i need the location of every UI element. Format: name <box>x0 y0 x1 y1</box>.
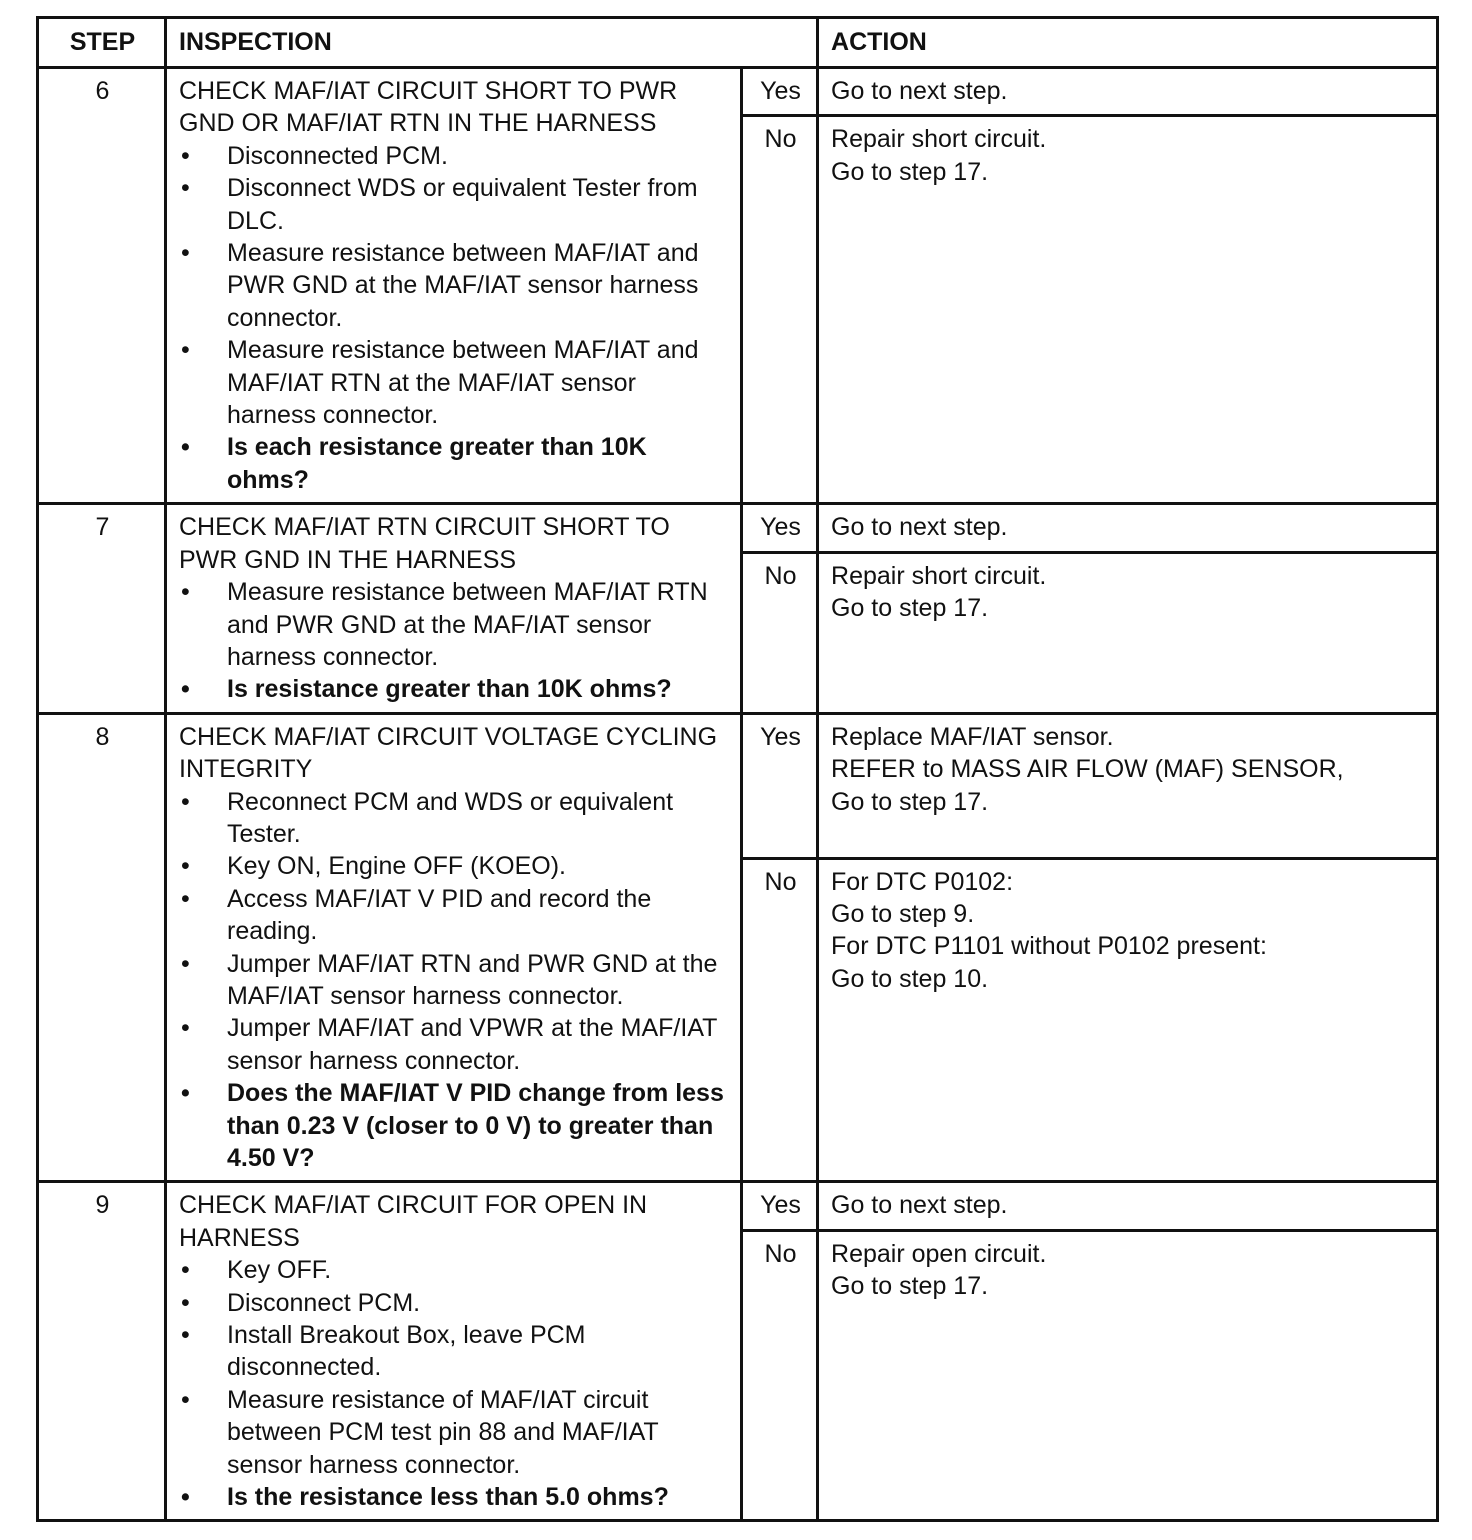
inspection-title: CHECK MAF/IAT CIRCUIT SHORT TO PWR GND OR MAF/IAT RTN IN THE HARNESS <box>179 77 678 138</box>
bullet-item: • Jumper MAF/IAT RTN and PWR GND at the MAF/IAT sensor harness connector. <box>179 948 730 1013</box>
header-action: ACTION <box>818 18 1438 68</box>
no-action <box>818 552 1438 713</box>
diagnostic-table <box>36 16 1439 1522</box>
action-line: REFER to MASS AIR FLOW (MAF) SENSOR, <box>831 755 1344 784</box>
bullet-item: • Reconnect PCM and WDS or equivalent Tester. <box>179 786 730 851</box>
bullet-item: • Jumper MAF/IAT and VPWR at the MAF/IAT sensor harness connector. <box>179 1012 730 1077</box>
no-label: No <box>742 858 818 1182</box>
step-number: 8 <box>38 713 166 1182</box>
bullet-item: • Disconnected PCM. <box>179 140 730 172</box>
header-row <box>38 18 1438 68</box>
action-line: Go to step 17. <box>831 1271 989 1300</box>
no-action <box>818 858 1438 1182</box>
yes-label: Yes <box>742 68 818 116</box>
action-line: Replace MAF/IAT sensor. <box>831 722 1114 751</box>
yes-label: Yes <box>742 504 818 552</box>
bullet-item: • Access MAF/IAT V PID and record the reading. <box>179 883 730 948</box>
header-step: STEP <box>38 18 166 68</box>
inspection-bullets <box>179 576 730 706</box>
bullet-item: • Disconnect WDS or equivalent Tester from DLC. <box>179 172 730 237</box>
yes-action <box>818 68 1438 116</box>
no-action <box>818 116 1438 504</box>
inspection-bullets <box>179 1254 730 1513</box>
action-line: Go to next step. <box>831 77 1008 105</box>
yes-action <box>818 713 1438 858</box>
bullet-item: • Key ON, Engine OFF (KOEO). <box>179 850 730 882</box>
inspection-question: • Is each resistance greater than 10K ohms? <box>179 431 730 496</box>
no-label: No <box>742 552 818 713</box>
yes-label: Yes <box>742 713 818 858</box>
inspection-title: CHECK MAF/IAT CIRCUIT FOR OPEN IN HARNESS <box>179 1191 648 1252</box>
action-line: Repair open circuit. <box>831 1239 1047 1268</box>
bullet-item: • Measure resistance between MAF/IAT and PWR GND at the MAF/IAT sensor harness connector. <box>179 237 730 334</box>
action-line: Repair short circuit. <box>831 125 1047 154</box>
action-line: Go to step 17. <box>831 594 989 623</box>
step-number: 6 <box>38 68 166 504</box>
action-line: Go to step 17. <box>831 787 989 816</box>
inspection-cell <box>166 1182 742 1521</box>
inspection-title: CHECK MAF/IAT CIRCUIT VOLTAGE CYCLING INTEGRITY <box>179 722 718 784</box>
action-line: For DTC P0102: <box>831 867 1014 896</box>
table-row <box>38 68 1438 116</box>
action-line: Go to next step. <box>831 1191 1008 1220</box>
no-action <box>818 1230 1438 1521</box>
bullet-item: • Install Breakout Box, leave PCM disconnected. <box>179 1319 730 1384</box>
yes-action <box>818 504 1438 552</box>
step-number: 7 <box>38 504 166 713</box>
no-label: No <box>742 116 818 504</box>
bullet-item: • Disconnect PCM. <box>179 1287 730 1319</box>
yes-label: Yes <box>742 1182 818 1230</box>
table-row <box>38 1182 1438 1230</box>
inspection-title: CHECK MAF/IAT RTN CIRCUIT SHORT TO PWR GND IN THE HARNESS <box>179 513 670 574</box>
action-line: Go to step 10. <box>831 964 989 993</box>
action-line: Go to step 17. <box>831 157 989 186</box>
action-line: Repair short circuit. <box>831 561 1047 590</box>
no-label: No <box>742 1230 818 1521</box>
action-line: For DTC P1101 without P0102 present: <box>831 932 1267 961</box>
table-row <box>38 713 1438 858</box>
table-row <box>38 504 1438 552</box>
bullet-item: • Measure resistance of MAF/IAT circuit between PCM test pin 88 and MAF/IAT sensor harness connector. <box>179 1384 730 1481</box>
step-number: 9 <box>38 1182 166 1521</box>
inspection-cell <box>166 68 742 504</box>
inspection-bullets <box>179 140 730 496</box>
inspection-bullets <box>179 786 730 1175</box>
inspection-question: • Does the MAF/IAT V PID change from less than 0.23 V (closer to 0 V) to greater than 4.50 V? <box>179 1077 730 1174</box>
inspection-question: • Is resistance greater than 10K ohms? <box>179 673 730 705</box>
bullet-item: • Key OFF. <box>179 1254 730 1286</box>
bullet-item: • Measure resistance between MAF/IAT and MAF/IAT RTN at the MAF/IAT sensor harness connector. <box>179 334 730 431</box>
inspection-cell <box>166 713 742 1182</box>
action-line: Go to step 9. <box>831 899 975 928</box>
header-inspection: INSPECTION <box>166 18 818 68</box>
action-line: Go to next step. <box>831 513 1008 542</box>
bullet-item: • Measure resistance between MAF/IAT RTN and PWR GND at the MAF/IAT sensor harness connector. <box>179 576 730 673</box>
inspection-cell <box>166 504 742 713</box>
inspection-question: • Is the resistance less than 5.0 ohms? <box>179 1481 730 1513</box>
yes-action <box>818 1182 1438 1230</box>
